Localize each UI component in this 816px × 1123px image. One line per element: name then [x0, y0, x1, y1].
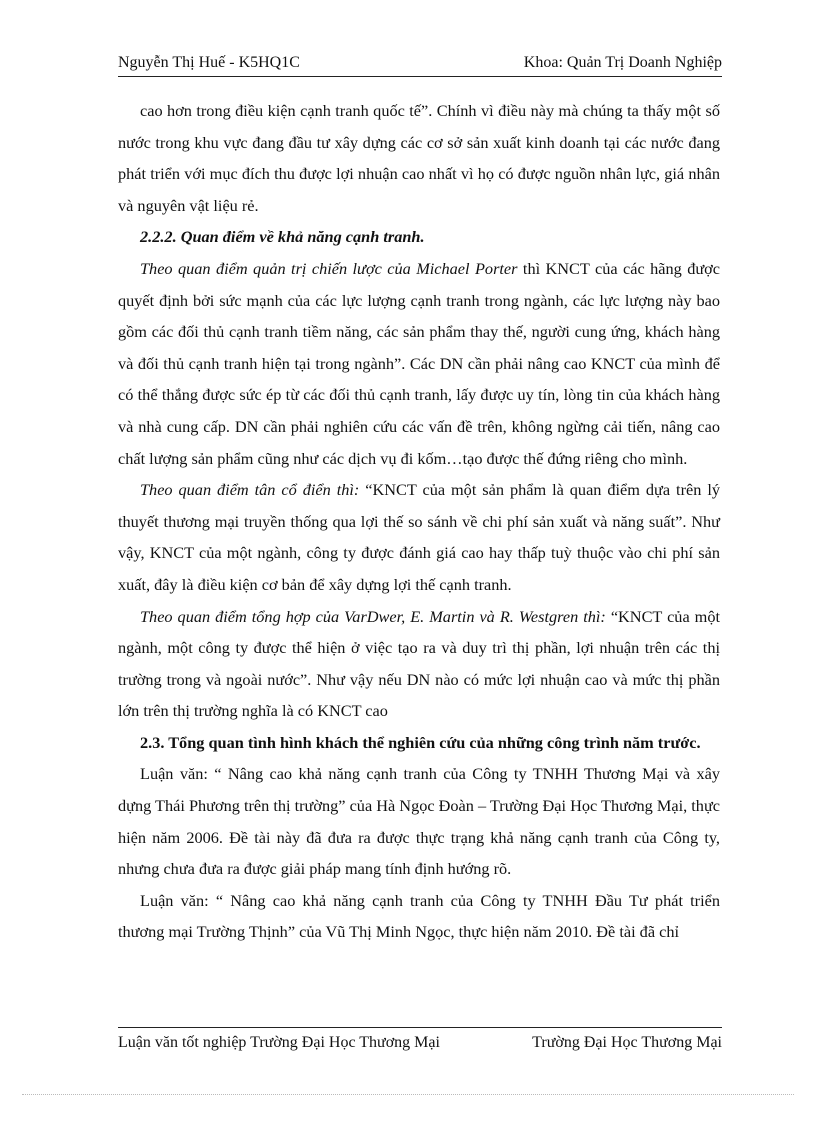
footer-right: Trường Đại Học Thương Mại	[532, 1034, 722, 1051]
paragraph	[118, 474, 720, 600]
paragraph-lead: Theo quan điểm quản trị chiến lược của Michael Porter	[140, 258, 518, 278]
page-header	[118, 50, 722, 77]
footer-left: Luận văn tốt nghiệp Trường Đại Học Thương Mại	[118, 1034, 440, 1051]
header-author: Nguyễn Thị Huế - K5HQ1C	[118, 54, 300, 71]
paragraph-text: “KNCT của một sản phẩm là quan điểm dựa trên lý thuyết thương mại truyền thống qua lợi thế so sánh về chi phí sản xuất và năng suất”. Như vậy, KNCT của một ngành, công ty được đánh giá cao hay thấp tuỳ thuộc vào chi phí sản xuất, đây là điều kiện cơ bản để xây dựng lợi thế cạnh tranh.	[118, 480, 720, 594]
page-body	[118, 95, 720, 948]
section-heading-2-2-2: 2.2.2. Quan điểm về khả năng cạnh tranh.	[140, 227, 425, 247]
section-heading-2-3: 2.3. Tổng quan tình hình khách thể nghiên cứu của những công trình năm trước.	[140, 732, 701, 752]
page-footer	[118, 1027, 722, 1051]
paragraph: Luận văn: “ Nâng cao khả năng cạnh tranh của Công ty TNHH Đầu Tư phát triển thương mại Trường Thịnh” của Vũ Thị Minh Ngọc, thực hiện năm 2010. Đề tài đã chỉ	[118, 890, 720, 942]
paragraph-text: “KNCT của một ngành, một công ty được thể hiện ở việc tạo ra và duy trì thị phần, lợi nhuận trên các thị trường trong và ngoài nước”. Như vậy nếu DN nào có mức lợi nhuận cao và mức thị phần lớn trên thị trường nghĩa là có KNCT cao	[118, 606, 720, 721]
paragraph	[118, 253, 720, 474]
header-faculty: Khoa: Quản Trị Doanh Nghiệp	[523, 54, 722, 71]
paragraph-lead: Theo quan điểm tân cổ điển thì:	[140, 480, 360, 500]
paragraph-text: thì KNCT của các hãng được quyết định bởi sức mạnh của các lực lượng cạnh tranh trong ngành, các lực lượng này bao gồm các đối thủ cạnh tranh tiềm năng, các sản phẩm thay thế, người cung ứng, khách hàng và đối thủ cạnh tranh hiện tại trong ngành”. Các DN cần phải nâng cao KNCT của mình để có thể thắng được sức ép từ các đối thủ cạnh tranh, lấy được uy tín, lòng tin của khách hàng và nhà cung cấp. DN cần phải nghiên cứu các vấn đề trên, không ngừng cải tiến, nâng cao chất lượng sản phẩm cũng như các dịch vụ đi kốm…tạo được thế đứng riêng cho mình.	[118, 258, 720, 468]
paragraph: Luận văn: “ Nâng cao khả năng cạnh tranh của Công ty TNHH Thương Mại và xây dựng Thái Phương trên thị trường” của Hà Ngọc Đoàn – Trường Đại Học Thương Mại, thực hiện năm 2006. Đề tài này đã đưa ra được thực trạng khả năng cạnh tranh của Công ty, nhưng chưa đưa ra được giải pháp mang tính định hướng rõ.	[118, 764, 720, 879]
paragraph-lead: Theo quan điểm tổng hợp của VarDwer, E. Martin và R. Westgren thì:	[140, 606, 606, 626]
page-break-divider	[22, 1094, 794, 1095]
paragraph	[118, 601, 720, 727]
paragraph: cao hơn trong điều kiện cạnh tranh quốc tế”. Chính vì điều này mà chúng ta thấy một số nước trong khu vực đang đầu tư xây dựng các cơ sở sản xuất kinh doanh tại các nước đang phát triển với mục đích thu được lợi nhuận cao nhất vì họ có được nguồn nhân lực, giá nhân và nguyên vật liệu rẻ.	[118, 101, 720, 215]
